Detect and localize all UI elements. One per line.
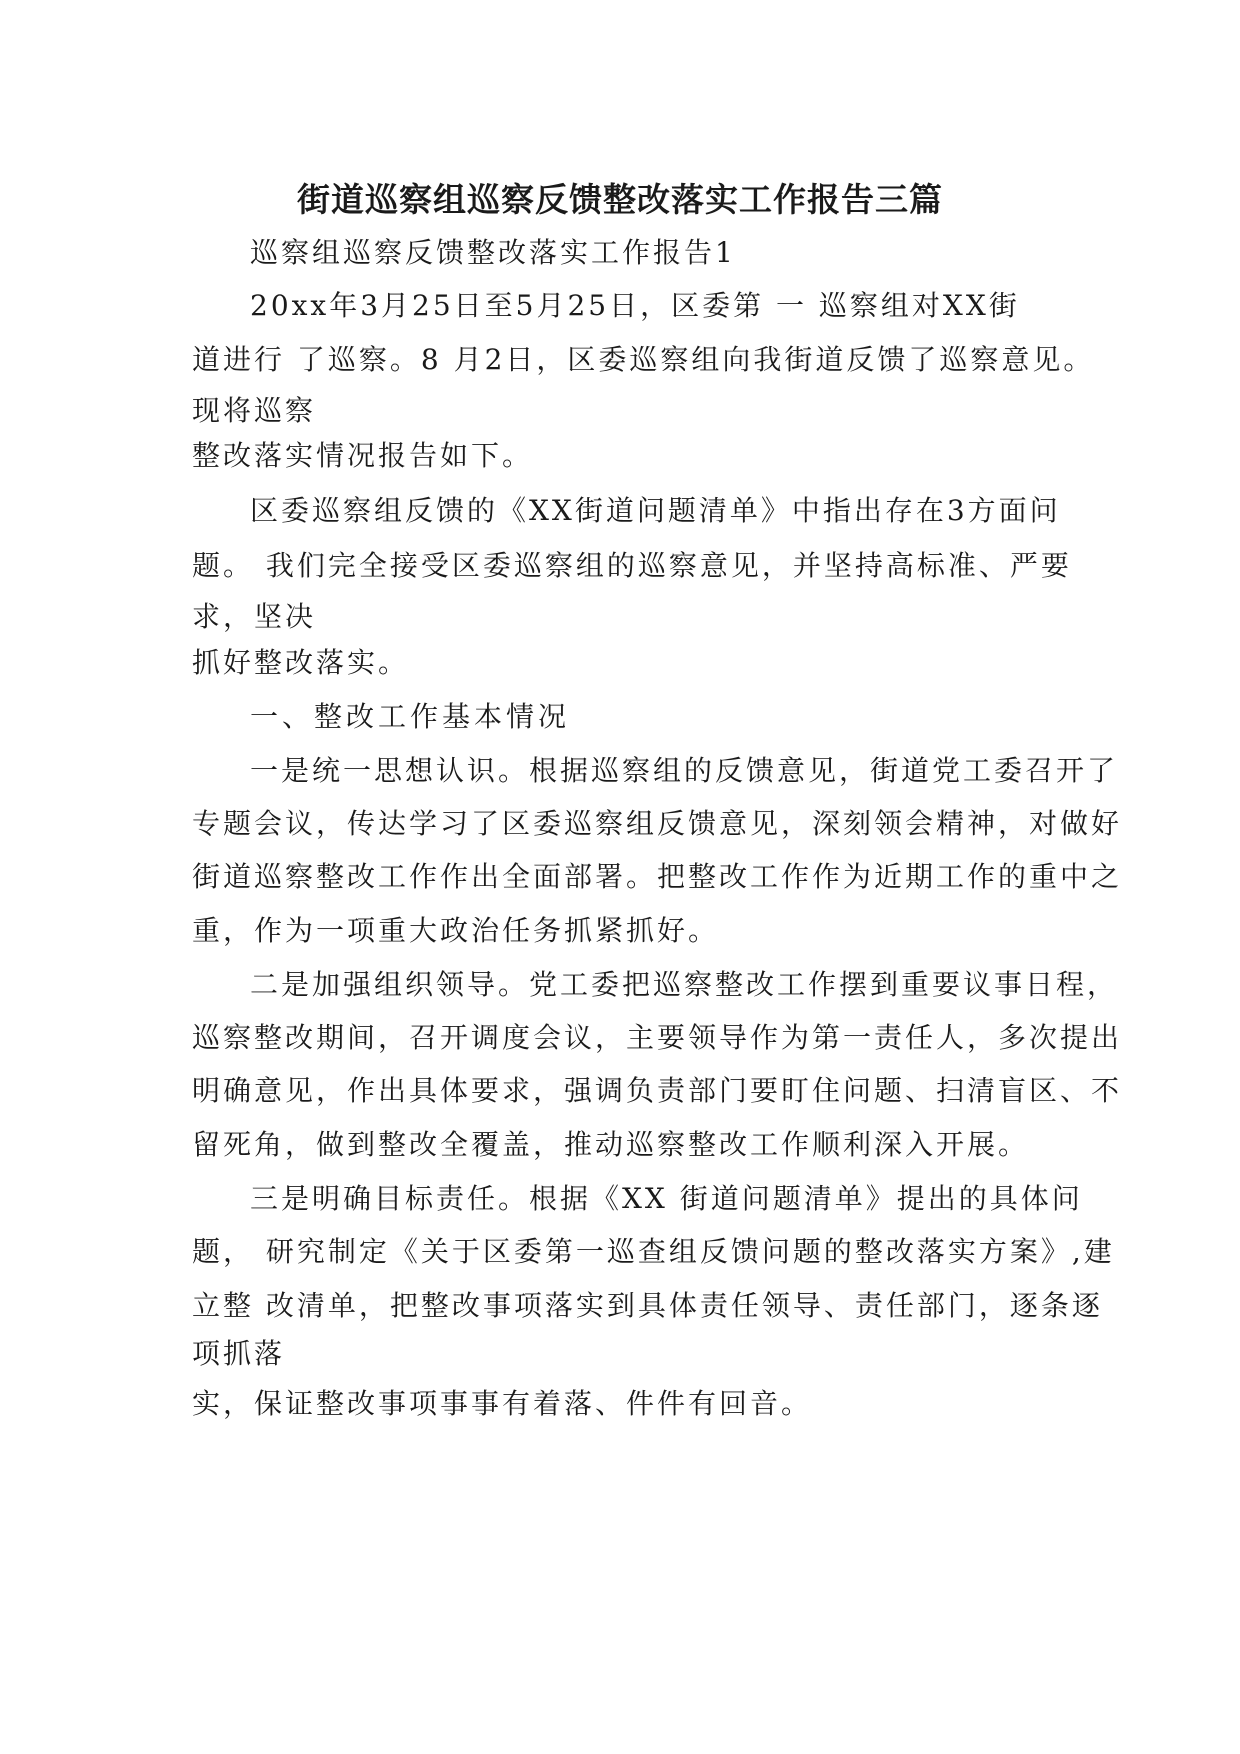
paragraph-line: 求，坚决 [192, 600, 317, 633]
paragraph-line: 抓好整改落实。 [192, 646, 410, 679]
paragraph-line: 实，保证整改事项事事有着落、件件有回音。 [192, 1387, 813, 1420]
paragraph-line: 题， 研究制定《关于区委第一巡查组反馈问题的整改落实方案》,建 [192, 1235, 1115, 1268]
paragraph-line: 巡察整改期间，召开调度会议，主要领导作为第一责任人，多次提出 [192, 1021, 1123, 1054]
section-heading: 一、整改工作基本情况 [250, 700, 571, 733]
paragraph-line: 明确意见，作出具体要求，强调负责部门要盯住问题、扫清盲区、不 [192, 1074, 1123, 1107]
paragraph-line: 整改落实情况报告如下。 [192, 439, 534, 472]
paragraph-line: 专题会议，传达学习了区委巡察组反馈意见，深刻领会精神，对做好 [192, 807, 1123, 840]
paragraph-line: 项抓落 [192, 1337, 286, 1370]
paragraph-line: 三是明确目标责任。根据《XX 街道问题清单》提出的具体问 [250, 1182, 1083, 1215]
paragraph-line: 现将巡察 [192, 394, 317, 427]
paragraph-line: 题。 我们完全接受区委巡察组的巡察意见，并坚持高标准、严要 [192, 549, 1072, 582]
paragraph-line: 重，作为一项重大政治任务抓紧抓好。 [192, 914, 720, 947]
paragraph-line: 20xx年3月25日至5月25日，区委第 一 巡察组对XX街 [250, 289, 1020, 322]
report-subtitle: 巡察组巡察反馈整改落实工作报告1 [250, 236, 736, 269]
paragraph-line: 二是加强组织领导。党工委把巡察整改工作摆到重要议事日程， [250, 968, 1119, 1001]
paragraph-line: 立整 改清单，把整改事项落实到具体责任领导、责任部门，逐条逐 [192, 1289, 1103, 1322]
paragraph-line: 区委巡察组反馈的《XX街道问题清单》中指出存在3方面问 [250, 494, 1061, 527]
paragraph-line: 道进行 了巡察。8 月2日，区委巡察组向我街道反馈了巡察意见。 [192, 343, 1095, 376]
paragraph-line: 留死角，做到整改全覆盖，推动巡察整改工作顺利深入开展。 [192, 1128, 1030, 1161]
paragraph-line: 街道巡察整改工作作出全面部署。把整改工作作为近期工作的重中之 [192, 860, 1123, 893]
document-title: 街道巡察组巡察反馈整改落实工作报告三篇 [297, 180, 943, 219]
paragraph-line: 一是统一思想认识。根据巡察组的反馈意见，街道党工委召开了 [250, 754, 1119, 787]
